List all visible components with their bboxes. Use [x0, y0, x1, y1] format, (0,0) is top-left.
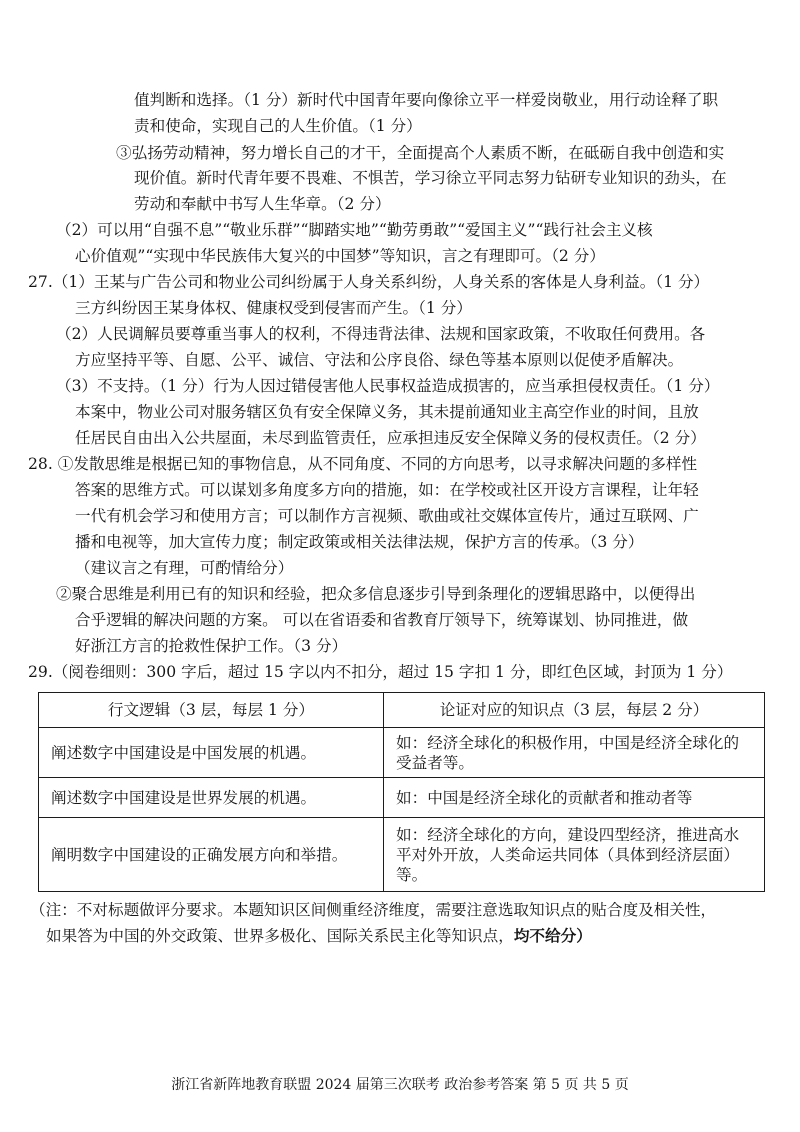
table-header-knowledge: 论证对应的知识点（3 层，每层 2 分）: [384, 693, 765, 728]
note-text: 如果答为中国的外交政策、世界多极化、国际关系民主化等知识点，: [46, 927, 514, 945]
note-emphasis: 均不给分）: [513, 926, 592, 945]
answer-line: 任居民自由出入公共屋面，未尽到监管责任，应承担违反安全保障义务的侵权责任。（2 分）: [75, 429, 706, 447]
answer-line: ②聚合思维是利用已有的知识和经验，把众多信息逐步引导到条理化的逻辑思路中，以便得出: [56, 585, 696, 603]
question-29-line: 29.（阅卷细则：300 字后，超过 15 字以内不扣分，超过 15 字扣 1 分，即红色区域，封顶为 1 分）: [28, 663, 733, 681]
note-line: （注：不对标题做评分要求。本题知识区间侧重经济维度，需要注意选取知识点的贴合度及相关性，: [30, 901, 717, 919]
grading-table-header-row: [39, 693, 765, 728]
answer-line: 一代有机会学习和使用方言；可以制作方言视频、歌曲或社交媒体宣传片，通过互联网、广: [75, 507, 699, 525]
answer-line: （3）不支持。（1 分）行为人因过错侵害他人民事权益造成损害的，应当承担侵权责任。（1 分）: [56, 377, 720, 395]
answer-line: 本案中，物业公司对服务辖区负有安全保障义务，其未提前通知业主高空作业的时间，且放: [75, 403, 699, 421]
answer-line: 方应坚持平等、自愿、公平、诚信、守法和公序良俗、绿色等基本原则以促使矛盾解决。: [75, 351, 684, 369]
answer-line: 劳动和奉献中书写人生华章。（2 分）: [134, 195, 391, 213]
answer-line: 现价值。新时代青年要不畏难、不惧苦，学习徐立平同志努力钻研专业知识的劲头，在: [134, 169, 727, 187]
table-cell-knowledge: 如：经济全球化的积极作用，中国是经济全球化的受益者等。: [384, 728, 765, 778]
table-cell-knowledge: 如：中国是经济全球化的贡献者和推动者等: [384, 778, 765, 818]
answer-line: 心价值观”“实现中华民族伟大复兴的中国梦”等知识，言之有理即可。（2 分）: [75, 247, 605, 265]
answer-line: 责和使命，实现自己的人生价值。（1 分）: [134, 117, 422, 135]
table-cell-knowledge: 如：经济全球化的方向，建设四型经济，推进高水平对外开放，人类命运共同体（具体到经济层面）等。: [384, 818, 765, 892]
table-row: [39, 818, 765, 892]
answer-line: （2）人民调解员要尊重当事人的权利，不得违背法律、法规和国家政策，不收取任何费用。各: [56, 325, 706, 343]
table-cell-logic: 阐明数字中国建设的正确发展方向和举措。: [39, 818, 384, 892]
answer-line: 值判断和选择。（1 分）新时代中国青年要向像徐立平一样爱岗敬业，用行动诠释了职: [134, 91, 719, 109]
question-27-line: 27.（1）王某与广告公司和物业公司纠纷属于人身关系纠纷，人身关系的客体是人身利益。（1 分）: [28, 273, 710, 291]
answer-line: 三方纠纷因王某身体权、健康权受到侵害而产生。（1 分）: [75, 299, 472, 317]
answer-line: 播和电视等，加大宣传力度；制定政策或相关法律法规，保护方言的传承。（3 分）: [75, 533, 644, 551]
table-cell-logic: 阐述数字中国建设是世界发展的机遇。: [39, 778, 384, 818]
table-header-logic: 行文逻辑（3 层，每层 1 分）: [39, 693, 384, 728]
grading-table: [38, 692, 765, 892]
answer-line: （2）可以用“自强不息”“敬业乐群”“脚踏实地”“勤劳勇敢”“爱国主义”“践行社会主义核: [56, 221, 653, 239]
answer-line: ③弘扬劳动精神，努力增长自己的才干，全面提高个人素质不断，在砥砺自我中创造和实: [116, 144, 725, 162]
question-28-line: 28. ①发散思维是根据已知的事物信息，从不同角度、不同的方向思考，以寻求解决问题的多样性: [28, 455, 698, 473]
answer-line: 合乎逻辑的解决问题的方案。 可以在省语委和省教育厅领导下，统筹谋划、协同推进，做: [75, 611, 689, 629]
note-line: [46, 926, 592, 946]
answer-line: 答案的思维方式。可以谋划多角度多方向的措施，如：在学校或社区开设方言课程，让年轻: [75, 481, 699, 499]
table-row: [39, 778, 765, 818]
answer-line: （建议言之有理，可酌情给分）: [75, 559, 294, 577]
table-row: [39, 728, 765, 778]
answer-line: 好浙江方言的抢救性保护工作。（3 分）: [75, 637, 348, 655]
table-cell-logic: 阐述数字中国建设是中国发展的机遇。: [39, 728, 384, 778]
page-footer: 浙江省新阵地教育联盟 2024 届第三次联考 政治参考答案 第 5 页 共 5 页: [171, 1077, 629, 1093]
